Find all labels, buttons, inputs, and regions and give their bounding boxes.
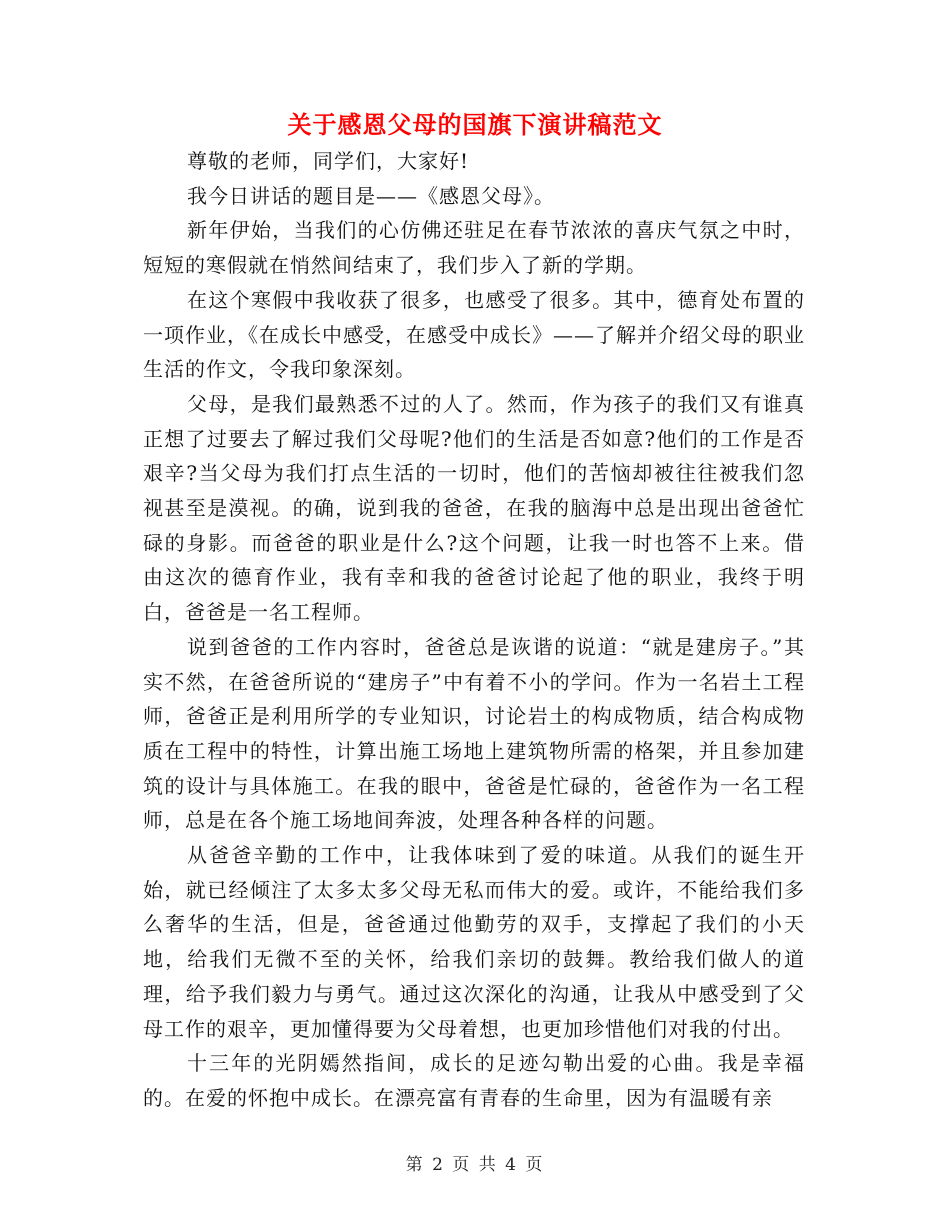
paragraph: 新年伊始，当我们的心仿佛还驻足在春节浓浓的喜庆气氛之中时，短短的寒假就在悄然间结束了，我们步入了新的学期。 [143,218,805,278]
paragraph: 从爸爸辛勤的工作中，让我体味到了爱的味道。从我们的诞生开始，就已经倾注了太多太多父母无私而伟大的爱。或许，不能给我们多么奢华的生活，但是，爸爸通过他勤劳的双手，支撑起了我们的小天地，给我们无微不至的关怀，给我们亲切的鼓舞。教给我们做人的道理，给予我们毅力与勇气。通过这次深化的沟通，让我从中感受到了父母工作的艰辛，更加懂得要为父母着想，也更加珍惜他们对我的付出。 [143,843,805,1041]
document-body [143,144,805,1116]
paragraph: 我今日讲话的题目是——《感恩父母》。 [187,183,555,208]
page-number-footer: 第 2 页 共 4 页 [405,1155,545,1175]
paragraph: 说到爸爸的工作内容时，爸爸总是诙谐的说道：“就是建房子。”其实不然，在爸爸所说的“建房子”中有着不小的学问。作为一名岩土工程师，爸爸正是利用所学的专业知识，讨论岩土的构成物质，结合构成物质在工程中的特性，计算出施工场地上建筑物所需的格架，并且参加建筑的设计与具体施工。在我的眼中，爸爸是忙碌的，爸爸作为一名工程师，总是在各个施工场地间奔波，处理各种各样的问题。 [143,634,805,833]
paragraph: 父母，是我们最熟悉不过的人了。然而，作为孩子的我们又有谁真正想了过要去了解过我们父母呢?他们的生活是否如意?他们的工作是否艰辛?当父母为我们打点生活的一切时，他们的苦恼却被往往被我们忽视甚至是漠视。的确，说到我的爸爸，在我的脑海中总是出现出爸爸忙碌的身影。而爸爸的职业是什么?这个问题，让我一时也答不上来。借由这次的德育作业，我有幸和我的爸爸讨论起了他的职业，我终于明白，爸爸是一名工程师。 [143,391,805,625]
document-title: 关于感恩父母的国旗下演讲稿范文 [287,111,663,139]
paragraph: 在这个寒假中我收获了很多，也感受了很多。其中，德育处布置的一项作业，《在成长中感受，在感受中成长》——了解并介绍父母的职业生活的作文，令我印象深刻。 [143,287,805,382]
paragraph: 十三年的光阴嫣然指间，成长的足迹勾勒出爱的心曲。我是幸福的。在爱的怀抱中成长。在漂亮富有青春的生命里，因为有温暖有亲 [143,1051,805,1110]
paragraph: 尊敬的老师，同学们，大家好! [187,149,470,173]
